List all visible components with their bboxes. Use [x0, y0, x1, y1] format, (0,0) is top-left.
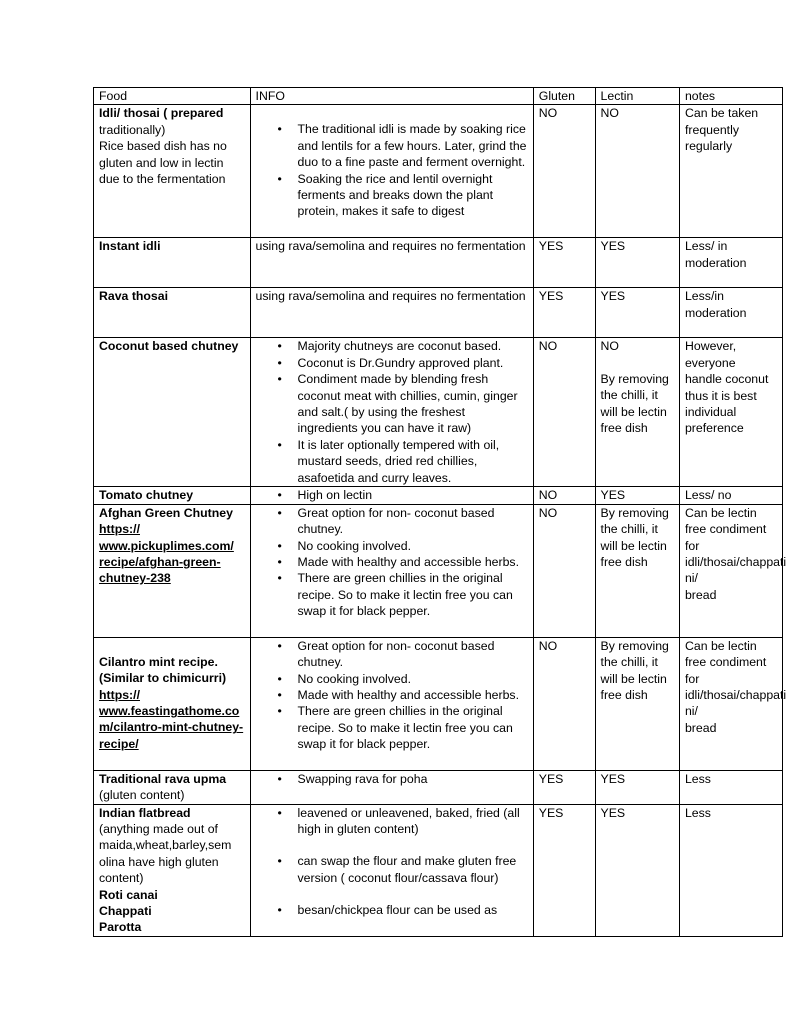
list-item: • Condiment made by blending fresh coconut meat with chillies, cumin, ginger and salt.( by using the freshest ingredients you can have it raw) — [298, 371, 528, 437]
lectin-cell: YES — [595, 487, 679, 504]
list-item: • No cooking involved. — [298, 538, 528, 554]
lectin-cell: YES — [595, 238, 679, 288]
info-cell — [250, 637, 533, 770]
list-item: • High on lectin — [298, 487, 528, 503]
list-item: • Swapping rava for poha — [298, 771, 528, 787]
table-row — [94, 338, 783, 487]
list-item: • The traditional idli is made by soaking rice and lentils for a few hours. Later, grind the duo to a fine paste and ferment overnight. — [298, 121, 528, 170]
gluten-cell: YES — [533, 238, 595, 288]
info-cell — [250, 105, 533, 238]
gluten-cell: NO — [533, 637, 595, 770]
table-row — [94, 637, 783, 770]
list-item: • No cooking involved. — [298, 671, 528, 687]
food-table — [93, 87, 786, 937]
lectin-cell: YES — [595, 288, 679, 338]
lectin-cell: YES — [595, 804, 679, 936]
table-row — [94, 288, 783, 338]
header-row — [94, 88, 783, 105]
info-cell: using rava/semolina and requires no fermentation — [250, 288, 533, 338]
gluten-cell: NO — [533, 338, 595, 487]
gluten-cell: YES — [533, 804, 595, 936]
notes-cell: Less — [679, 804, 782, 936]
lectin-cell: By removing the chilli, it will be lectin free dish — [595, 637, 679, 770]
recipe-link[interactable]: www.feastingathome.co — [99, 704, 240, 719]
list-item: • Great option for non- coconut based chutney. — [298, 638, 528, 671]
list-item: • There are green chillies in the original recipe. So to make it lectin free you can swap it for black pepper. — [298, 570, 528, 619]
gluten-cell: NO — [533, 105, 595, 238]
list-item: • Coconut is Dr.Gundry approved plant. — [298, 355, 528, 371]
list-item: • Soaking the rice and lentil overnight ferments and breaks down the plant protein, makes it safe to digest — [298, 171, 528, 220]
notes-cell: Can be lectin free condiment for idli/thosai/chappati ni/ bread — [679, 504, 782, 637]
list-item: • Made with healthy and accessible herbs. — [298, 687, 528, 703]
lectin-cell: NO — [595, 105, 679, 238]
table-row — [94, 487, 783, 504]
lectin-cell: By removing the chilli, it will be lectin free dish — [595, 504, 679, 637]
recipe-link[interactable]: chutney-238 — [99, 571, 171, 586]
notes-cell: Less/in moderation — [679, 288, 782, 338]
food-cell: Coconut based chutney — [94, 338, 251, 487]
food-cell: Idli/ thosai ( prepared traditionally) Rice based dish has no gluten and low in lectin due to the fermentation — [94, 105, 251, 238]
recipe-link[interactable]: recipe/ — [99, 736, 139, 751]
info-cell — [250, 504, 533, 637]
lectin-cell: YES — [595, 770, 679, 804]
info-cell — [250, 338, 533, 487]
notes-cell: Less — [679, 770, 782, 804]
gluten-cell: NO — [533, 487, 595, 504]
notes-cell: Can be taken frequently regularly — [679, 105, 782, 238]
table-row — [94, 105, 783, 238]
header-info: INFO — [250, 88, 533, 105]
notes-cell: However, everyone handle coconut thus it is best individual preference — [679, 338, 782, 487]
list-item: • It is later optionally tempered with oil, mustard seeds, dried red chillies, asafoetida and curry leaves. — [298, 437, 528, 486]
notes-cell: Can be lectin free condiment for idli/thosai/chappati ni/ bread — [679, 637, 782, 770]
food-cell: Rava thosai — [94, 288, 251, 338]
list-item: • Great option for non- coconut based chutney. — [298, 505, 528, 538]
gluten-cell: NO — [533, 504, 595, 637]
table-row — [94, 804, 783, 936]
recipe-link[interactable]: recipe/afghan-green- — [99, 555, 221, 570]
recipe-link[interactable]: https:// — [99, 522, 140, 537]
info-cell: using rava/semolina and requires no fermentation — [250, 238, 533, 288]
notes-cell: Less/ no — [679, 487, 782, 504]
food-cell: Traditional rava upma (gluten content) — [94, 770, 251, 804]
food-cell: Instant idli — [94, 238, 251, 288]
list-item: • There are green chillies in the original recipe. So to make it lectin free you can swap it for black pepper. — [298, 703, 528, 752]
recipe-link[interactable]: www.pickuplimes.com/ — [99, 538, 234, 553]
recipe-link[interactable]: https:// — [99, 687, 140, 702]
gluten-cell: YES — [533, 288, 595, 338]
list-item: • Made with healthy and accessible herbs. — [298, 554, 528, 570]
lectin-cell: NO By removing the chilli, it will be lectin free dish — [595, 338, 679, 487]
table-row — [94, 238, 783, 288]
header-notes: notes — [679, 88, 782, 105]
table-row — [94, 770, 783, 804]
list-item: • Majority chutneys are coconut based. — [298, 338, 528, 354]
info-cell — [250, 804, 533, 936]
list-item: • besan/chickpea flour can be used as — [298, 902, 528, 918]
notes-cell: Less/ in moderation — [679, 238, 782, 288]
food-cell: Tomato chutney — [94, 487, 251, 504]
list-item: • leavened or unleavened, baked, fried (all high in gluten content) — [298, 805, 528, 838]
header-gluten: Gluten — [533, 88, 595, 105]
recipe-link[interactable]: m/cilantro-mint-chutney- — [99, 720, 244, 735]
food-cell: Afghan Green Chutney https:// www.pickuplimes.com/ recipe/afghan-green- chutney-238 — [94, 504, 251, 637]
food-cell: Indian flatbread (anything made out of maida,wheat,barley,sem olina have high gluten content) Roti canai Chappati Parotta — [94, 804, 251, 936]
list-item: • can swap the flour and make gluten free version ( coconut flour/cassava flour) — [298, 853, 528, 886]
header-lectin: Lectin — [595, 88, 679, 105]
gluten-cell: YES — [533, 770, 595, 804]
food-cell: Cilantro mint recipe. (Similar to chimicurri) https:// www.feastingathome.co m/cilantro-mint-chutney- recipe/ — [94, 637, 251, 770]
header-food: Food — [94, 88, 251, 105]
info-cell — [250, 770, 533, 804]
info-cell — [250, 487, 533, 504]
table-row — [94, 504, 783, 637]
